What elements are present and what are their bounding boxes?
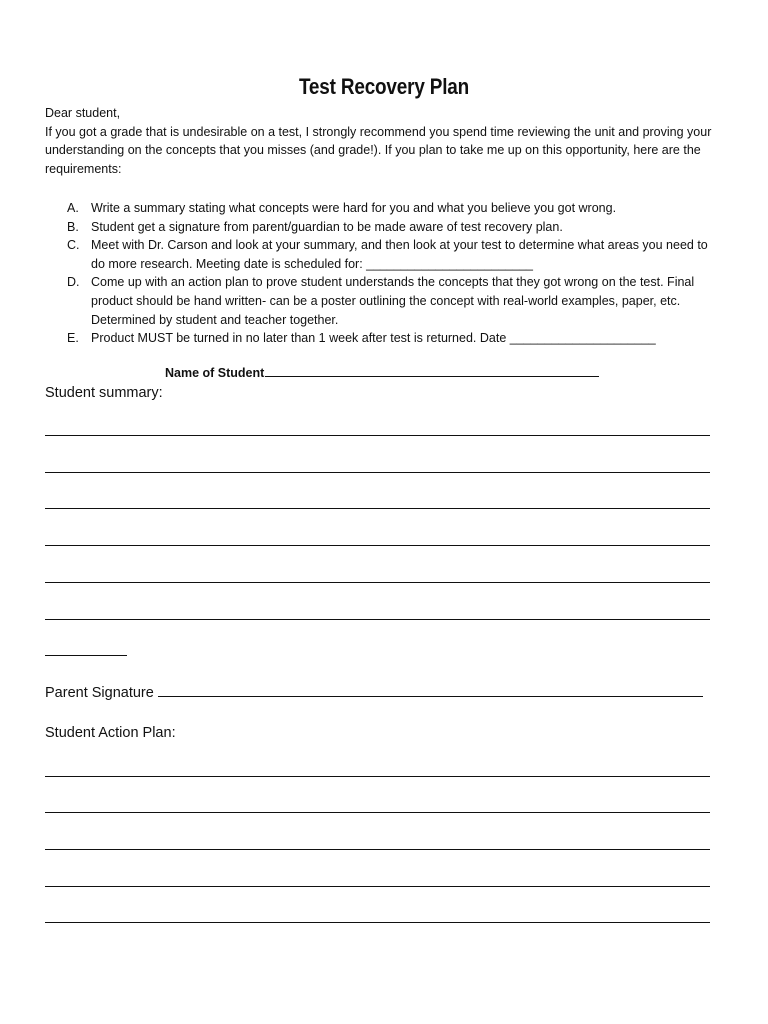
student-name-label: Name of Student [165,366,265,380]
summary-line[interactable] [45,435,710,436]
requirement-text: Student get a signature from parent/guardian to be made aware of test recovery plan. [91,219,563,234]
requirement-item [45,273,725,329]
student-name-field[interactable] [265,365,599,377]
summary-line[interactable] [45,545,710,546]
parent-signature-row [45,682,703,701]
requirement-marker: D. [67,275,80,290]
requirement-item [45,199,725,218]
summary-line[interactable] [45,508,710,509]
student-name-row [165,365,599,380]
requirement-text: Meet with Dr. Carson and look at your summary, and then look at your test to determine what areas you need to do more research. Meeting date is scheduled for: ________________________ [91,238,708,271]
requirement-item [45,236,725,273]
requirement-text: Product MUST be turned in no later than 1 week after test is returned. Date _____________________ [91,331,656,346]
page-title: Test Recovery Plan [298,74,470,99]
parent-signature-label: Parent Signature [45,685,154,701]
action-plan-line[interactable] [45,886,710,887]
requirement-marker: B. [67,219,79,234]
requirement-marker: A. [67,201,79,215]
requirements-list [45,199,725,348]
action-plan-label: Student Action Plan: [45,725,176,741]
action-plan-line[interactable] [45,812,710,813]
greeting: Dear student, [45,106,121,120]
requirement-item [45,329,725,348]
requirement-text: Write a summary stating what concepts were hard for you and what you believe you got wrong. [91,201,617,215]
action-plan-line[interactable] [45,776,710,777]
intro-body: If you got a grade that is undesirable on a test, I strongly recommend you spend time reviewing the unit and proving your understanding on the concepts that you misses (and grade!). If you plan to take me up on this opportunity, here are the requirements: [45,124,712,176]
summary-line[interactable] [45,582,710,583]
action-plan-line[interactable] [45,849,710,850]
student-summary-label: Student summary: [45,385,163,401]
intro-text [45,104,725,178]
summary-line[interactable] [45,655,127,656]
action-plan-line[interactable] [45,922,710,923]
requirement-text: Come up with an action plan to prove student understands the concepts that they got wrong on the test. Final product should be hand written- can be a poster outlining the concept with real-world examples, paper, etc. Determined by student and teacher together. [91,275,695,327]
summary-line[interactable] [45,619,710,620]
parent-signature-field[interactable] [158,682,703,697]
requirement-marker: C. [67,238,80,253]
requirement-marker: E. [67,331,79,346]
summary-line[interactable] [45,472,710,473]
requirement-item [45,218,725,237]
